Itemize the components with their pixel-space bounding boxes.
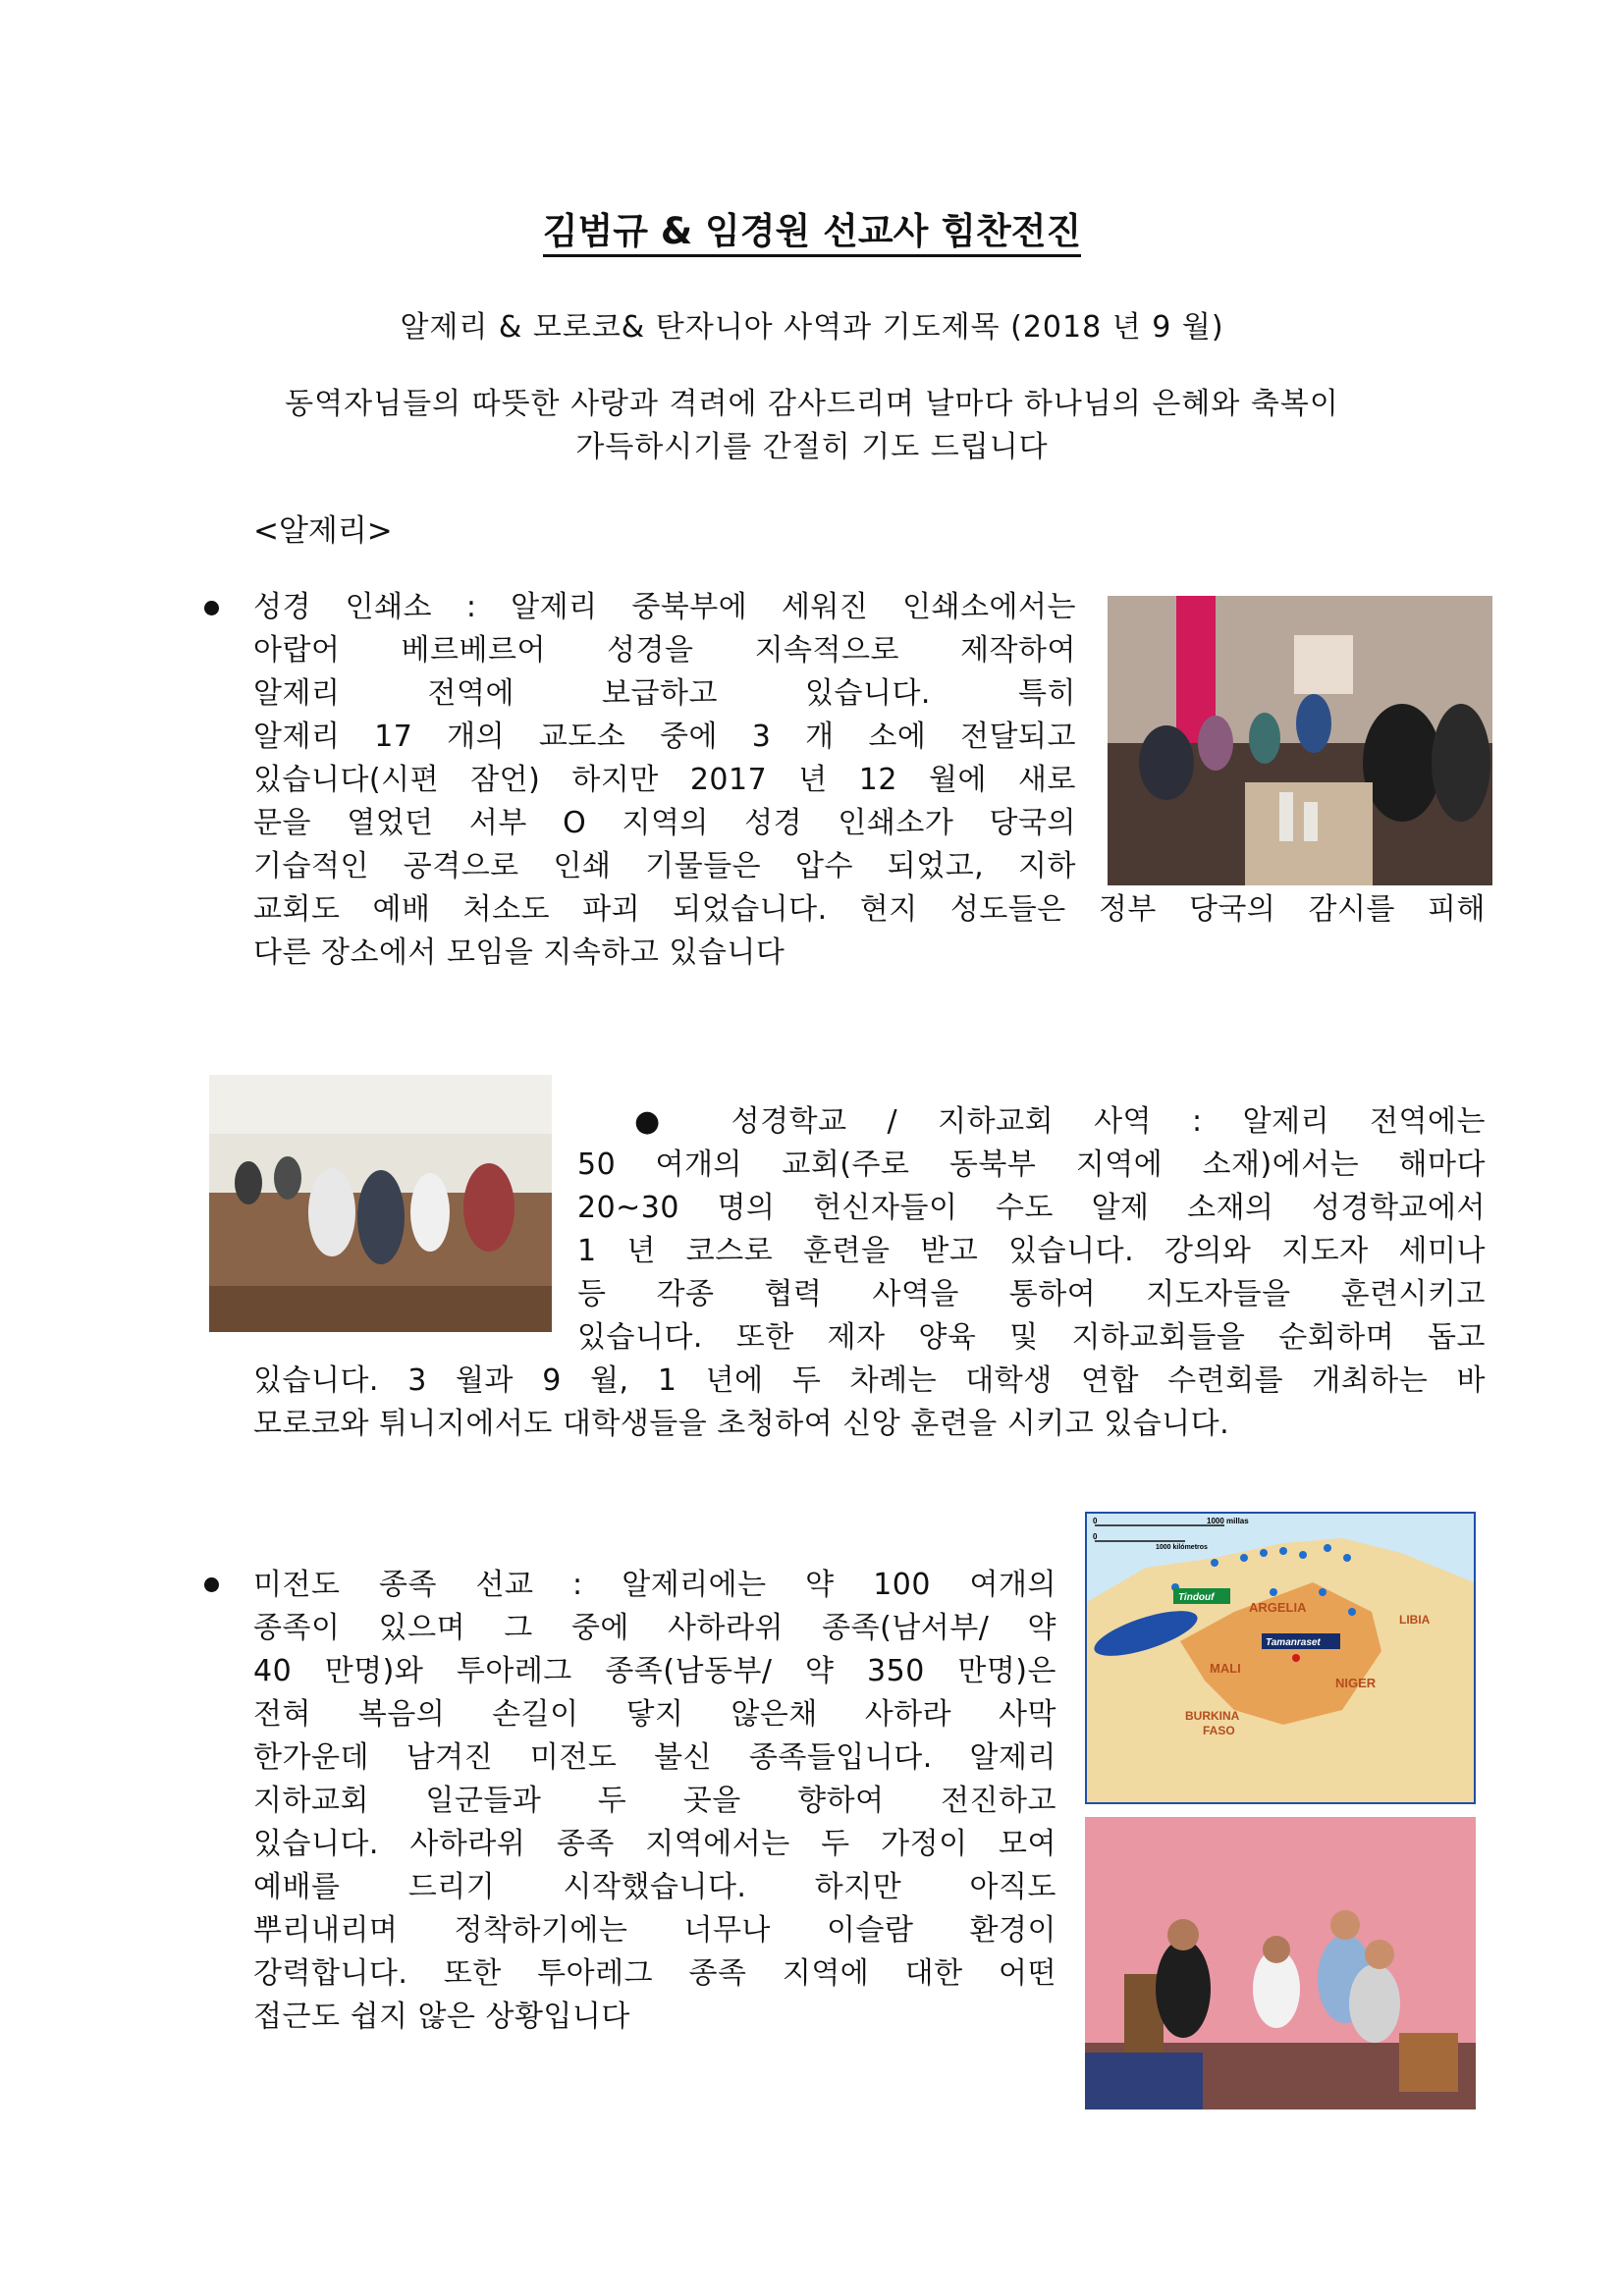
text-line: 알제리 17 개의 교도소 중에 3 개 소에 전달되고 (253, 720, 1076, 754)
page-title: 김범규 & 임경원 선교사 힘찬전진 (0, 201, 1624, 254)
map-label-argelia: ARGELIA (1249, 1600, 1307, 1615)
page-subtitle: 알제리 & 모로코& 탄자니아 사역과 기도제목 (2018 년 9 월) (400, 310, 1224, 345)
paragraph-bible-school (577, 1100, 1486, 1360)
paragraph-bible-print (253, 586, 1076, 888)
text-line: 한가운데 남겨진 미전도 불신 종족들입니다. 알제리 (253, 1740, 1056, 1775)
text-line: 지하교회 일군들과 두 곳을 향하여 전진하고 (253, 1784, 1056, 1818)
text-line: 예배를 드리기 시작했습니다. 하지만 아직도 (253, 1870, 1056, 1904)
text-line: 문을 열었던 서부 O 지역의 성경 인쇄소가 당국의 (253, 806, 1076, 840)
text-line: 40 만명)와 투아레그 종족(남동부/ 약 350 만명)은 (253, 1654, 1056, 1688)
section-title-algeria: <알제리> (253, 513, 393, 549)
text-line: 성경 인쇄소 : 알제리 중북부에 세워진 인쇄소에서는 (253, 590, 1076, 624)
text-line: 알제리 전역에 보급하고 있습니다. 특히 (253, 676, 1076, 711)
bullet-icon (204, 601, 219, 615)
map-label-faso: FASO (1203, 1724, 1235, 1737)
text-line: 아랍어 베르베르어 성경을 지속적으로 제작하여 (253, 633, 1076, 667)
map-label-burkina: BURKINA (1185, 1709, 1240, 1723)
paragraph-bible-school-cont (253, 1360, 1486, 1446)
text-line: 접근도 쉽지 않은 상황입니다 (253, 2000, 630, 2034)
text-line: 뿌리내리며 정착하기에는 너무나 이슬람 환경이 (253, 1913, 1056, 1948)
map-scale-zero-2: 0 (1093, 1532, 1098, 1541)
greeting (196, 383, 1428, 469)
text-line: 교회도 예배 처소도 파괴 되었습니다. 현지 성도들은 정부 당국의 감시를 피해 (253, 892, 1486, 927)
text-line: 50 여개의 교회(주로 동북부 지역에 소재)에서는 해마다 (577, 1148, 1486, 1182)
map-label-mali: MALI (1210, 1661, 1241, 1676)
photo-house-meeting (1108, 596, 1492, 885)
text-line: 다른 장소에서 모임을 지속하고 있습니다 (253, 935, 785, 970)
map-label-tamanraset: Tamanraset (1266, 1637, 1321, 1648)
text-line: 등 각종 협력 사역을 통하여 지도자들을 훈련시키고 (577, 1277, 1486, 1311)
map-label-libia: LIBIA (1399, 1613, 1431, 1627)
text-line: 있습니다. 3 월과 9 월, 1 년에 두 차례는 대학생 연합 수련회를 개최하는 바 (253, 1363, 1486, 1398)
map-scale-zero-1: 0 (1093, 1517, 1098, 1525)
map-scale-km: 1000 kilómetros (1156, 1544, 1208, 1551)
text-line: 모로코와 튀니지에서도 대학생들을 초청하여 신앙 훈련을 시키고 있습니다. (253, 1407, 1230, 1441)
greeting-line-1: 동역자님들의 따뜻한 사랑과 격려에 감사드리며 날마다 하나님의 은혜와 축복이 (285, 387, 1339, 421)
photo-pink-room (1085, 1817, 1476, 2109)
map-scale-miles: 1000 millas (1207, 1517, 1249, 1525)
text-line: 미전도 종족 선교 : 알제리에는 약 100 여개의 (253, 1568, 1056, 1602)
greeting-line-2: 가득하시기를 간절히 기도 드립니다 (575, 430, 1049, 464)
text-line: 기습적인 공격으로 인쇄 기물들은 압수 되었고, 지하 (253, 849, 1076, 883)
paragraph-bible-print-cont (253, 888, 1486, 975)
text-line: 종족이 있으며 그 중에 사하라위 종족(남서부/ 약 (253, 1611, 1056, 1645)
text-line: 있습니다. 또한 제자 양육 및 지하교회들을 순회하며 돕고 (577, 1320, 1486, 1355)
paragraph-unreached-tribes (253, 1564, 1056, 2039)
photo-bible-school (209, 1075, 552, 1332)
map-label-niger: NIGER (1335, 1676, 1377, 1690)
text-line: 1 년 코스로 훈련을 받고 있습니다. 강의와 지도자 세미나 (577, 1234, 1486, 1268)
text-line: ● 성경학교 / 지하교회 사역 : 알제리 전역에는 (634, 1104, 1486, 1139)
text-line: 있습니다. 사하라위 종족 지역에서는 두 가정이 모여 (253, 1827, 1056, 1861)
text-line: 20~30 명의 헌신자들이 수도 알제 소재의 성경학교에서 (577, 1191, 1486, 1225)
text-line: 강력합니다. 또한 투아레그 종족 지역에 대한 어떤 (253, 1956, 1056, 1991)
text-line: 전혀 복음의 손길이 닿지 않은채 사하라 사막 (253, 1697, 1056, 1732)
text-line: 있습니다(시편 잠언) 하지만 2017 년 12 월에 새로 (253, 763, 1076, 797)
map-label-tindouf: Tindouf (1178, 1592, 1215, 1603)
map-sahara (1085, 1512, 1476, 1804)
bullet-icon (204, 1577, 219, 1592)
